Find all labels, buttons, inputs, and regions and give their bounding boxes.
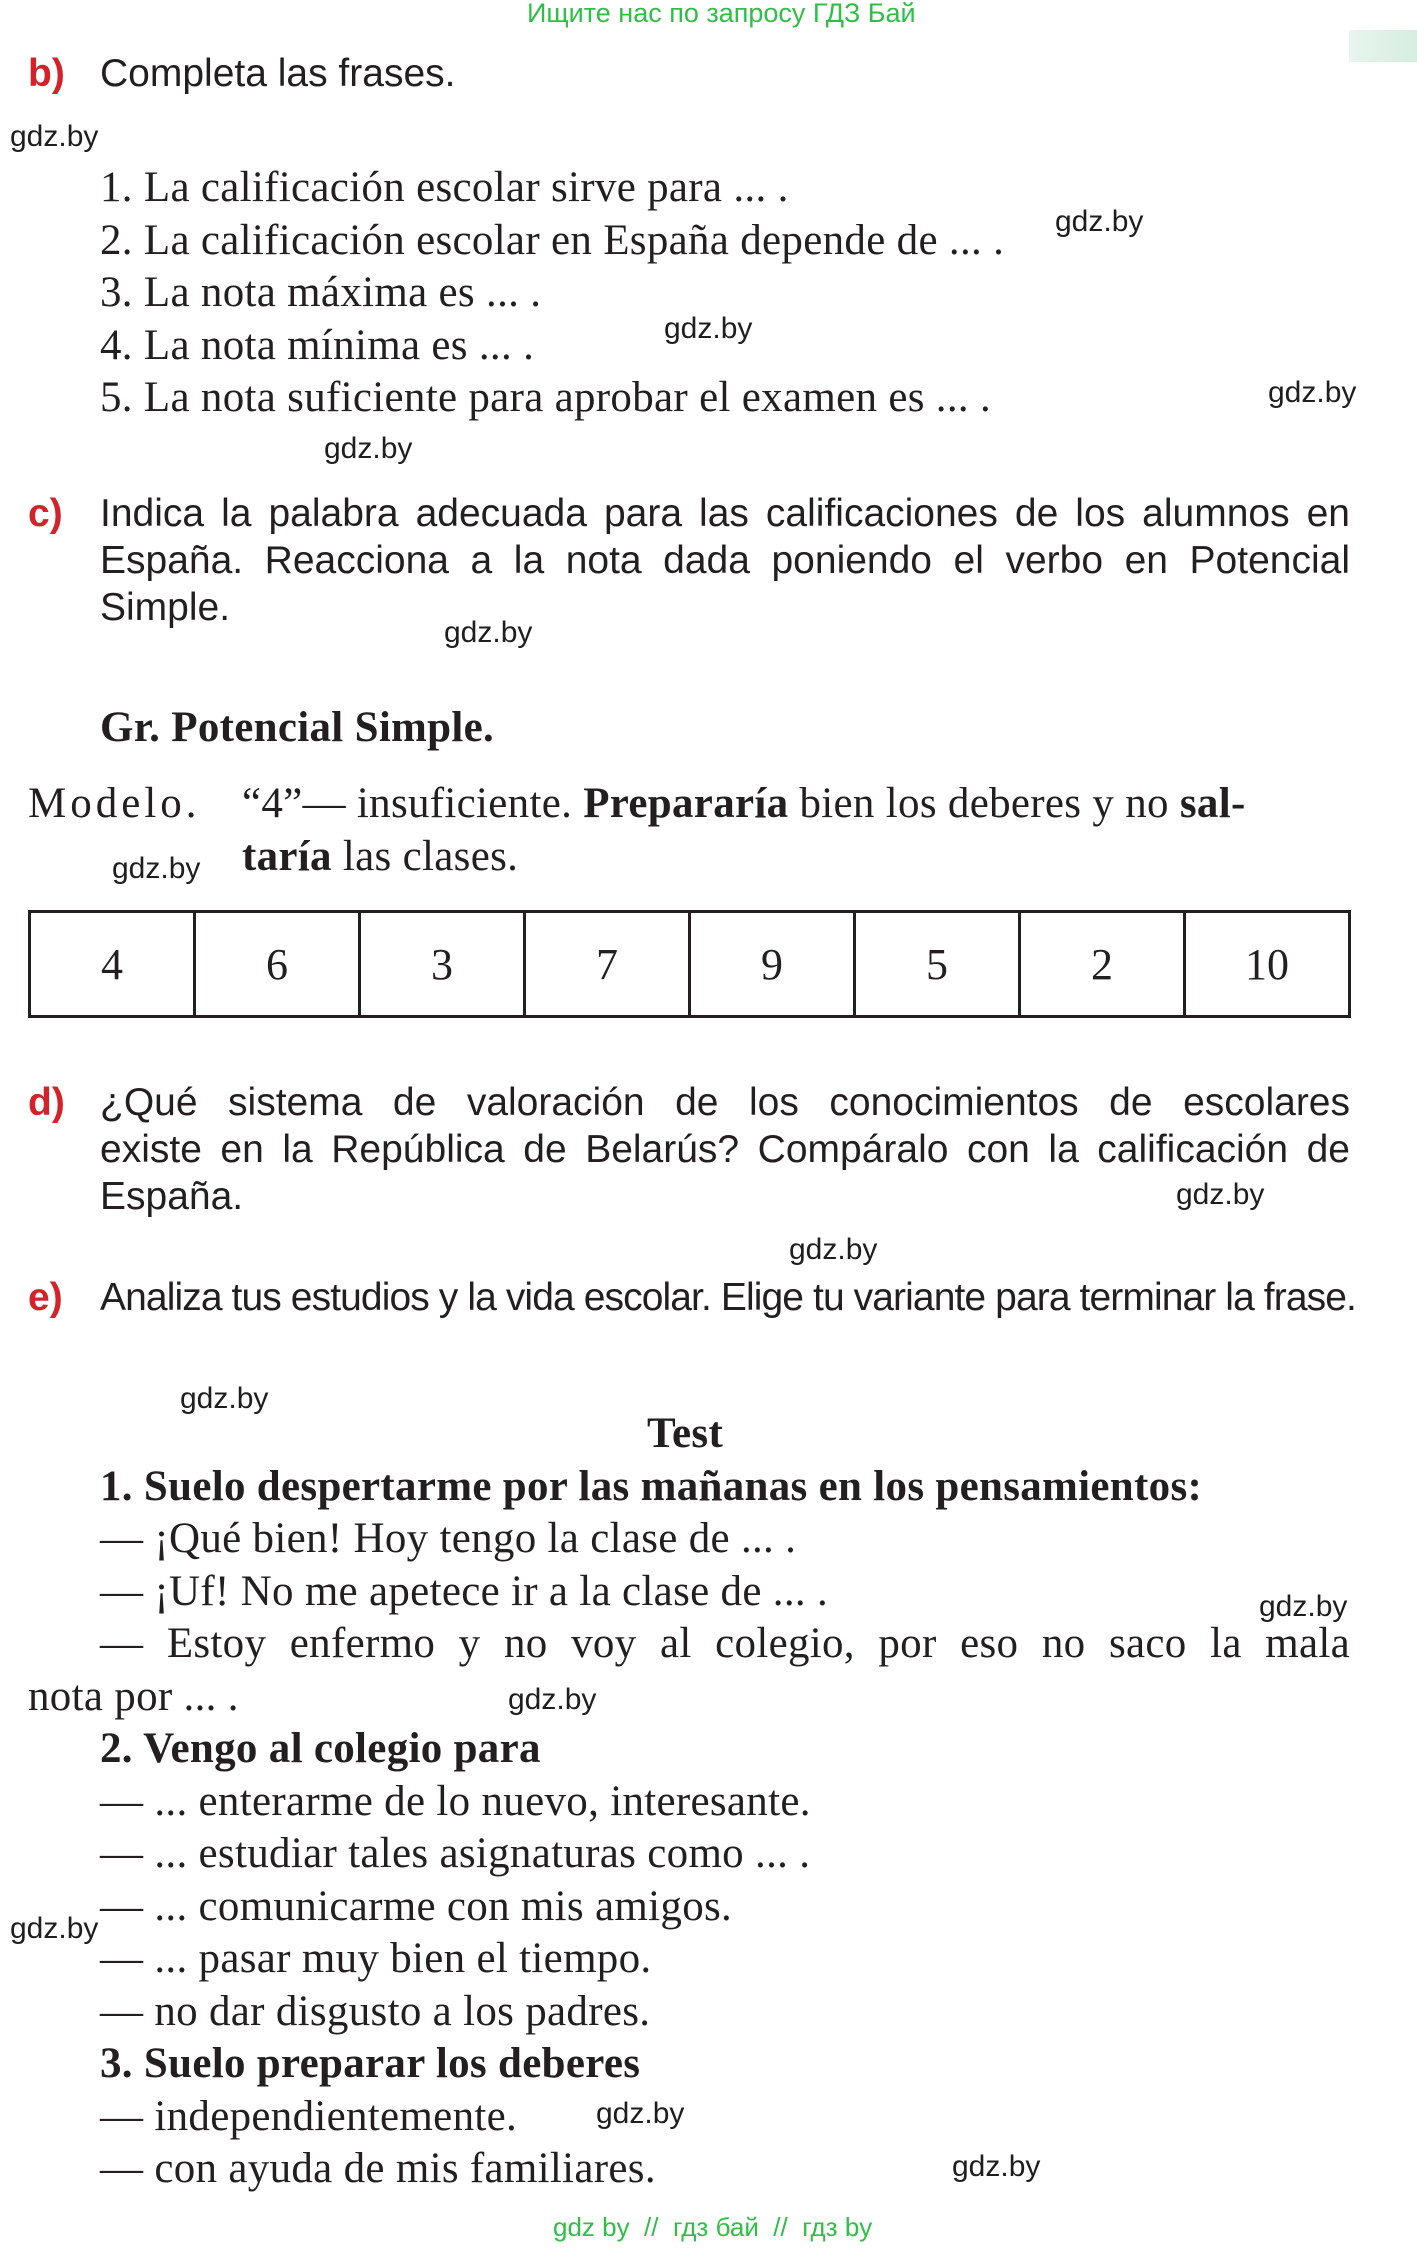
corner-decoration <box>1349 30 1417 62</box>
section-c-line-1: Indica la palabra adecuada para las calificaciones de los alumnos en <box>100 492 1350 535</box>
model-verb-1: Prepararía <box>583 780 789 827</box>
model-grade-reaction: “4”— insuficiente. <box>242 780 573 827</box>
model-text-end: las clases. <box>342 833 519 880</box>
section-d-line-3: España. <box>100 1175 244 1218</box>
watermark: gdz.by <box>112 852 201 885</box>
watermark: gdz.by <box>10 120 99 153</box>
question-3-option-1: — independientemente. <box>100 2093 518 2140</box>
question-2-option-5: — no dar disgusto a los padres. <box>100 1988 651 2035</box>
watermark: gdz.by <box>596 2097 685 2130</box>
watermark: gdz.by <box>444 616 533 649</box>
question-1-option-3-cont: nota por ... . <box>28 1673 239 1720</box>
exercise-b-item-3: 3. La nota máxima es ... . <box>100 269 542 316</box>
footer-link[interactable]: gdz by // гдз бай // гдз by <box>553 2212 873 2242</box>
section-d-letter: d) <box>28 1081 65 1124</box>
section-b-instruction: Completa las frases. <box>100 52 456 95</box>
question-2: 2. Vengo al colegio para <box>100 1725 541 1772</box>
section-d-line-2: existe en la República de Belarús? Compáralo con la calificación de <box>100 1128 1350 1171</box>
grade-cell: 5 <box>855 912 1020 1017</box>
watermark: gdz.by <box>1055 205 1144 238</box>
section-b-letter: b) <box>28 52 65 95</box>
section-c-line-2: España. Reacciona a la nota dada poniendo el verbo en Potencial <box>100 539 1350 582</box>
watermark: gdz.by <box>664 312 753 345</box>
watermark: gdz.by <box>952 2150 1041 2183</box>
question-3: 3. Suelo preparar los deberes <box>100 2040 641 2087</box>
section-c-line-3: Simple. <box>100 586 231 629</box>
test-title: Test <box>647 1410 724 1457</box>
question-2-option-2: — ... estudiar tales asignaturas como ... . <box>100 1830 811 1877</box>
section-e-letter: e) <box>28 1276 63 1319</box>
model-text: bien los deberes y no <box>799 780 1169 827</box>
section-c-letter: c) <box>28 492 63 535</box>
watermark: gdz.by <box>1268 376 1357 409</box>
question-2-option-4: — ... pasar muy bien el tiempo. <box>100 1935 652 1982</box>
question-2-option-3: — ... comunicarme con mis amigos. <box>100 1883 733 1930</box>
grade-cell: 10 <box>1185 912 1350 1017</box>
grade-cell: 4 <box>30 912 195 1017</box>
model-verb-2-part-2: taría <box>242 833 332 880</box>
grades-table <box>28 910 1351 1018</box>
question-1: 1. Suelo despertarme por las mañanas en los pensamientos: <box>100 1463 1203 1510</box>
model-verb-2-part-1: sal- <box>1179 780 1246 827</box>
model-line-2 <box>242 832 518 881</box>
section-d-line-1: ¿Qué sistema de valoración de los conocimientos de escolares <box>100 1081 1350 1124</box>
grade-cell: 9 <box>690 912 855 1017</box>
model-label: Modelo. <box>28 780 201 827</box>
watermark: gdz.by <box>10 1912 99 1945</box>
grade-cell: 7 <box>525 912 690 1017</box>
question-1-option-2: — ¡Uf! No me apetece ir a la clase de ... . <box>100 1568 829 1615</box>
model-line-1 <box>242 779 1246 828</box>
grade-cell: 6 <box>195 912 360 1017</box>
watermark: gdz.by <box>508 1683 597 1716</box>
grammar-title: Gr. Potencial Simple. <box>100 704 495 751</box>
header-link[interactable]: Ищите нас по запросу ГДЗ Бай <box>527 0 916 28</box>
exercise-b-item-4: 4. La nota mínima es ... . <box>100 322 535 369</box>
watermark: gdz.by <box>180 1382 269 1415</box>
grade-cell: 2 <box>1020 912 1185 1017</box>
question-1-option-3: — Estoy enfermo y no voy al colegio, por eso no saco la mala <box>100 1620 1350 1667</box>
watermark: gdz.by <box>789 1233 878 1266</box>
watermark: gdz.by <box>1176 1178 1265 1211</box>
exercise-b-item-2: 2. La calificación escolar en España depende de ... . <box>100 217 1005 264</box>
section-e-instruction: Analiza tus estudios y la vida escolar. Elige tu variante para terminar la frase. <box>100 1276 1356 1319</box>
exercise-b-item-5: 5. La nota suficiente para aprobar el examen es ... . <box>100 374 992 421</box>
question-2-option-1: — ... enterarme de lo nuevo, interesante. <box>100 1778 811 1825</box>
question-1-option-1: — ¡Qué bien! Hoy tengo la clase de ... . <box>100 1515 797 1562</box>
watermark: gdz.by <box>324 432 413 465</box>
exercise-b-item-1: 1. La calificación escolar sirve para ... . <box>100 164 789 211</box>
question-3-option-2: — con ayuda de mis familiares. <box>100 2145 656 2192</box>
watermark: gdz.by <box>1259 1590 1348 1623</box>
grade-cell: 3 <box>360 912 525 1017</box>
